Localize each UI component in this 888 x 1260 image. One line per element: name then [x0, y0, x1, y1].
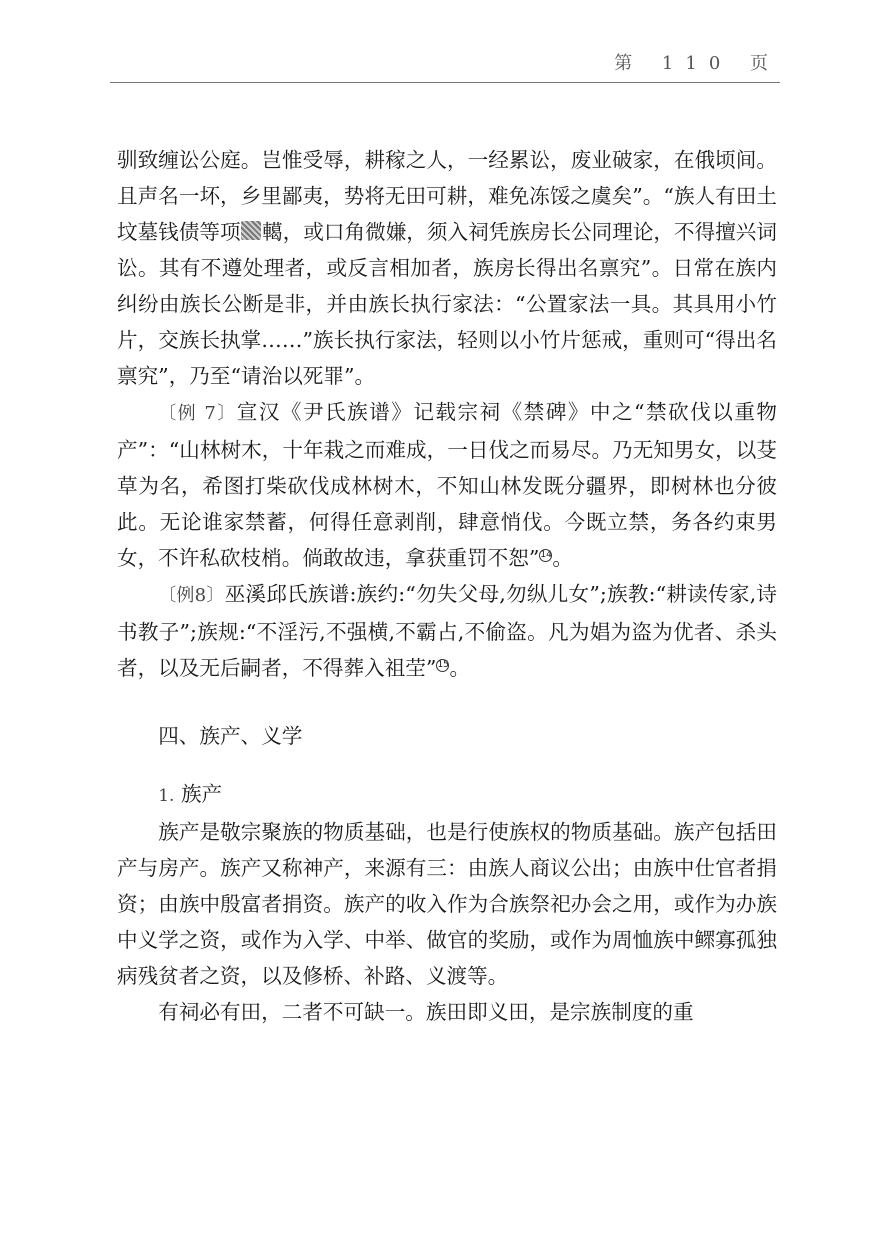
footnote-marker-15[interactable]: 15	[437, 660, 449, 671]
subsection-heading	[117, 776, 777, 814]
header-rule	[110, 82, 780, 83]
example-7-paragraph	[117, 394, 777, 576]
example-8-paragraph	[117, 576, 777, 686]
paragraph-continuation	[117, 142, 777, 394]
footnote-marker-14[interactable]: 14	[540, 550, 552, 561]
example-8-label: 〔例8〕	[158, 585, 225, 606]
example-7-end: 。	[552, 546, 573, 570]
example-8-text: 巫溪邱氏族谱:族约:“勿失父母,勿纵儿女”;族教:“耕读传家,诗书教子”;族规:“不淫污,不强横,不霸占,不偷盗。凡为娼为盗为优者、杀头者，以及无后嗣者，不得葬入祖茔”	[117, 582, 778, 680]
document-body	[117, 142, 777, 1030]
example-7-text: 宣汉《尹氏族谱》记载宗祠《禁碑》中之“禁砍伐以重物产”：“山林树木，十年栽之而难成，一日伐之而易尽。乃无知男女，以芟草为名，希图打柴砍伐成林树木，不知山林发既分疆界，即树林也分彼此。无论谁家禁蓄，何得任意剥削，肆意悄伐。今既立禁，务各约束男女，不许私砍枝梢。倘敢故违，拿获重罚不恕”	[117, 400, 777, 570]
section-heading: 四、族产、义学	[158, 724, 303, 748]
paragraph-text-cont: 轕，或口角微嫌，须入祠凭族房长公同理论，不得擅兴词讼。其有不遵处理者，或反言相加者，族房长得出名禀究”。日常在族内纠纷由族长公断是非，并由族长执行家法：“公置家法一具。其具用小竹片，交族长执掌……”族长执行家法，轻则以小竹片惩戒，重则可“得出名禀究”，乃至“请治以死罪”。	[117, 220, 777, 388]
example-8-end: 。	[449, 656, 471, 680]
paragraph-citian: 有祠必有田，二者不可缺一。族田即义田，是宗族制度的重	[158, 1000, 694, 1024]
subsection-title: 族产	[180, 782, 223, 806]
example-7-label: 〔例 7〕	[158, 403, 237, 424]
page-number-header: 第 110 页	[614, 53, 780, 74]
rare-character-glyph	[241, 221, 262, 240]
paragraph-text: 驯致缠讼公庭。岂惟受辱，耕稼之人，一经累讼，废业破家，在俄顷间。且声名一坏，乡里鄙夷，势将无田可耕，难免冻馁之虞矣”。“族人有田土坟墓钱债等项	[117, 148, 777, 244]
paragraph-zuchan: 族产是敬宗聚族的物质基础，也是行使族权的物质基础。族产包括田产与房产。族产又称神产，来源有三：由族人商议公出；由族中仕官者捐资；由族中殷富者捐资。族产的收入作为合族祭祀办会之用，或作为办族中义学之资，或作为入学、中举、做官的奖励，或作为周恤族中鳏寡孤独病残贫者之资，以及修桥、补路、义渡等。	[117, 820, 777, 988]
subsection-number: 1.	[158, 786, 175, 806]
